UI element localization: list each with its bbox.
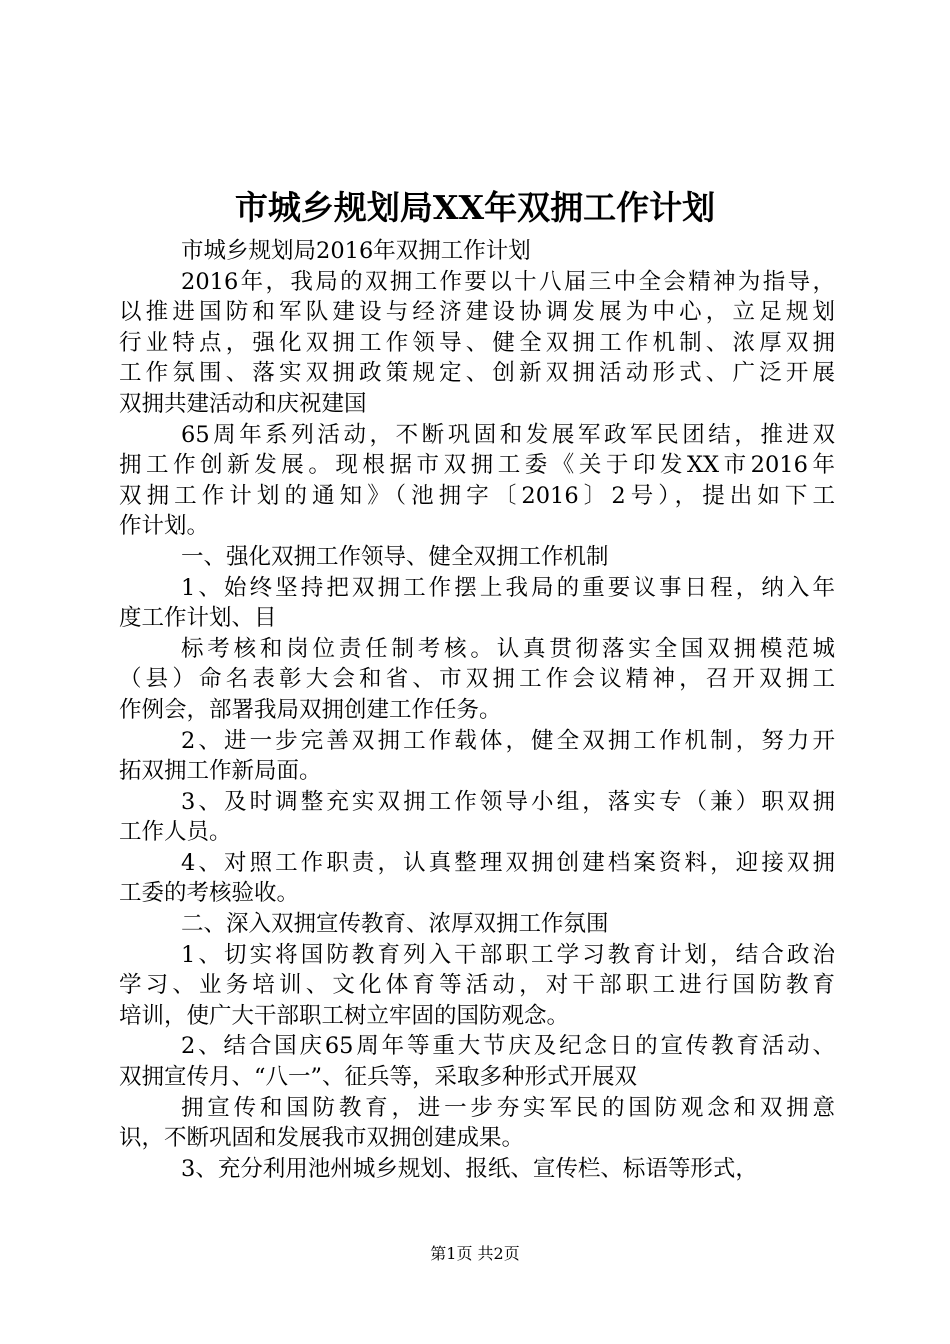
body-line: 标考核和岗位责任制考核。认真贯彻落实全国双拥模范城 bbox=[181, 635, 835, 662]
body-line: 作计划。 bbox=[119, 513, 210, 540]
body-line: 二、深入双拥宣传教育、浓厚双拥工作氛围 bbox=[181, 911, 609, 938]
body-line: 2、结合国庆65周年等重大节庆及纪念日的宣传教育活动、 bbox=[181, 1033, 835, 1060]
body-line: 65周年系列活动，不断巩固和发展军政军民团结，推进双 bbox=[181, 421, 835, 448]
body-line: 培训，使广大干部职工树立牢固的国防观念。 bbox=[119, 1002, 570, 1029]
body-line: 度工作计划、目 bbox=[119, 605, 277, 632]
body-line: 双拥宣传月、“八一”、征兵等，采取多种形式开展双 bbox=[119, 1064, 638, 1091]
body-line: 识，不断巩固和发展我市双拥创建成果。 bbox=[119, 1125, 525, 1152]
body-line: 市城乡规划局2016年双拥工作计划 bbox=[181, 238, 531, 264]
body-line: 工作氛围、落实双拥政策规定、创新双拥活动形式、广泛开展 bbox=[119, 360, 835, 387]
body-line: 一、强化双拥工作领导、健全双拥工作机制 bbox=[181, 543, 609, 570]
body-line: 1、始终坚持把双拥工作摆上我局的重要议事日程，纳入年 bbox=[181, 574, 835, 601]
body-line: 工委的考核验收。 bbox=[119, 880, 300, 907]
body-line: 3、充分利用池州城乡规划、报纸、宣传栏、标语等形式， bbox=[181, 1155, 758, 1182]
body-line: 4、对照工作职责，认真整理双拥创建档案资料，迎接双拥 bbox=[181, 849, 835, 876]
body-line: 行业特点，强化双拥工作领导、健全双拥工作机制、浓厚双拥 bbox=[119, 329, 835, 356]
body-line: 作例会，部署我局双拥创建工作任务。 bbox=[119, 696, 502, 723]
body-line: 以推进国防和军队建设与经济建设协调发展为中心，立足规划 bbox=[119, 299, 835, 326]
body-line: 学习、业务培训、文化体育等活动，对干部职工进行国防教育 bbox=[119, 972, 835, 999]
body-line: 2016年，我局的双拥工作要以十八届三中全会精神为指导， bbox=[181, 268, 835, 295]
body-line: 双拥共建活动和庆祝建国 bbox=[119, 390, 367, 417]
body-line: 2、进一步完善双拥工作载体，健全双拥工作机制，努力开 bbox=[181, 727, 835, 754]
body-line: 工作人员。 bbox=[119, 819, 232, 846]
body-line: 拥宣传和国防教育，进一步夯实军民的国防观念和双拥意 bbox=[181, 1094, 835, 1121]
body-line: 双拥工作计划的通知》（池拥字〔2016〕2号），提出如下工 bbox=[119, 482, 835, 509]
body-line: 3、及时调整充实双拥工作领导小组，落实专（兼）职双拥 bbox=[181, 788, 835, 815]
body-line: 拥工作创新发展。现根据市双拥工委《关于印发XX市2016年 bbox=[119, 452, 835, 479]
page-footer: 第1页 共2页 bbox=[430, 1244, 520, 1263]
document-title: 市城乡规划局XX年双拥工作计划 bbox=[234, 188, 716, 227]
body-line: 拓双拥工作新局面。 bbox=[119, 758, 322, 785]
document-body bbox=[119, 236, 835, 1184]
body-line: （县）命名表彰大会和省、市双拥工作会议精神，召开双拥工 bbox=[119, 666, 835, 693]
body-line: 1、切实将国防教育列入干部职工学习教育计划，结合政治 bbox=[181, 941, 835, 968]
